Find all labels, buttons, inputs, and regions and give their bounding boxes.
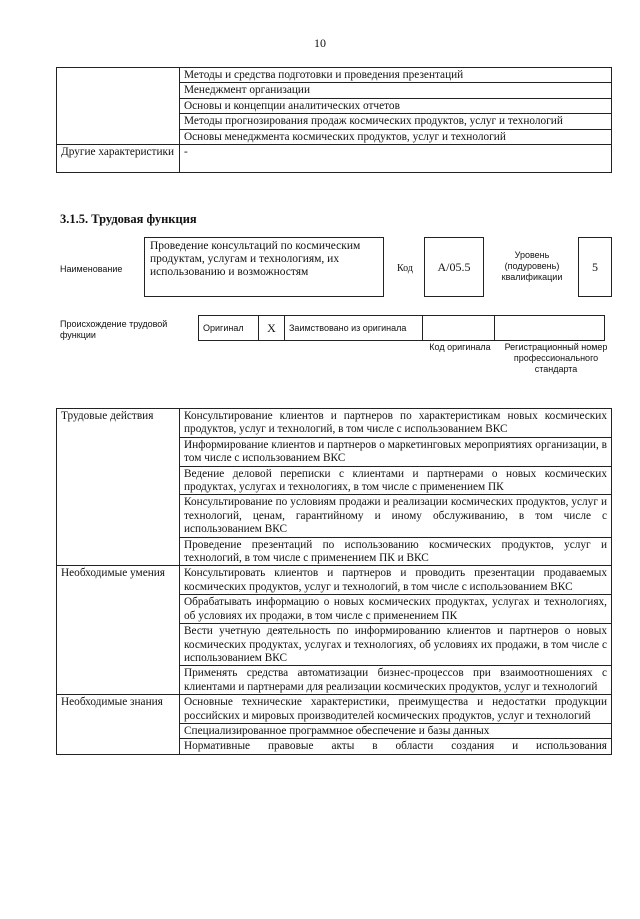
other-characteristics-label: Другие характеристики [57,145,180,173]
group-label-knowledge: Необходимые знания [57,695,180,755]
qualification-level-box: 5 [578,237,612,297]
origin-table [198,315,605,341]
code-original-cell [423,316,495,341]
original-mark: X [259,316,285,341]
table-cell: Основы менеджмента космических продуктов, услуг и технологий [180,129,612,144]
function-name-box: Проведение консультаций по космическим продуктам, услугам и технологиям, их использованию и возможностям [144,237,384,297]
table-row [57,566,612,595]
code-original-caption: Код оригинала [429,342,491,352]
function-code-box: A/05.5 [424,237,484,297]
table-cell: Консультировать клиентов и партнеров и проводить презентации продаваемых космических продуктов, услуг и технологий, в том числе с использованием ВКС [180,566,612,595]
table-cell: Основные технические характеристики, преимущества и недостатки продукции российских и мировых производителей космических продуктов, услуг и технологий [180,695,612,724]
table-cell: Проведение презентаций по использованию космических продуктов, услуг и технологий, в том числе с применением ПК и ВКС [180,537,612,566]
table-cell: Обрабатывать информацию о новых космических продуктах, услугах и технологиях, об условиях их продажи, в том числе с применением ПК [180,595,612,624]
table-row [199,316,605,341]
reg-number-caption: Регистрационный номер профессионального стандарта [504,342,608,374]
table-cell: Консультирование клиентов и партнеров по характеристикам новых космических продуктов, услуг и технологий, в том числе с использованием ВКС [180,409,612,438]
group-label-actions: Трудовые действия [57,409,180,566]
page-number: 10 [314,36,326,50]
table-cell: Консультирование по условиям продажи и реализации космических продуктов, услуг и технологий, ценам, гарантийному и иному обслуживанию, в том числе с использованием ВКС [180,495,612,537]
table-cell: Применять средства автоматизации бизнес-процессов при взаимоотношениях с клиентами и партнерами для реализации космических продуктов, услуг и технологий [180,666,612,695]
name-label: Наименование [60,264,123,274]
code-label: Код [397,263,413,274]
table-cell: Специализированное программное обеспечение и базы данных [180,723,612,738]
original-label: Оригинал [199,316,259,341]
section-title: 3.1.5. Трудовая функция [60,212,197,226]
empty-label-cell [57,68,180,145]
table-row [57,145,612,173]
table-cell: Методы и средства подготовки и проведения презентаций [180,68,612,83]
group-label-skills: Необходимые умения [57,566,180,695]
origin-label: Происхождение трудовой функции [60,319,168,340]
reg-number-cell [495,316,605,341]
table-cell: Ведение деловой переписки с клиентами и партнерами о новых космических продуктах, услугах и технологиях, в том числе с применением ПК [180,466,612,495]
table-cell: Менеджмент организации [180,83,612,98]
table-row [57,409,612,438]
table-cell: Основы и концепции аналитических отчетов [180,98,612,113]
borrowed-label: Заимствовано из оригинала [285,316,423,341]
table-cell: Вести учетную деятельность по информированию клиентов и партнеров о новых космических продуктах, услугах и технологиях, об условиях их продажи, в том числе с использованием ВКС [180,624,612,666]
function-details-table [56,408,612,755]
other-characteristics-value: - [180,145,612,173]
table-cell: Нормативные правовые акты в области создания и использования [180,739,612,754]
table-cell: Методы прогнозирования продаж космических продуктов, услуг и технологий [180,114,612,129]
table-cell: Информирование клиентов и партнеров о маркетинговых мероприятиях организации, в том числе с использованием ВКС [180,437,612,466]
qualification-level-label: Уровень (подуровень) квалификации [501,250,563,282]
table-row [57,695,612,724]
table-row [57,68,612,83]
knowledge-continuation-table [56,67,612,173]
